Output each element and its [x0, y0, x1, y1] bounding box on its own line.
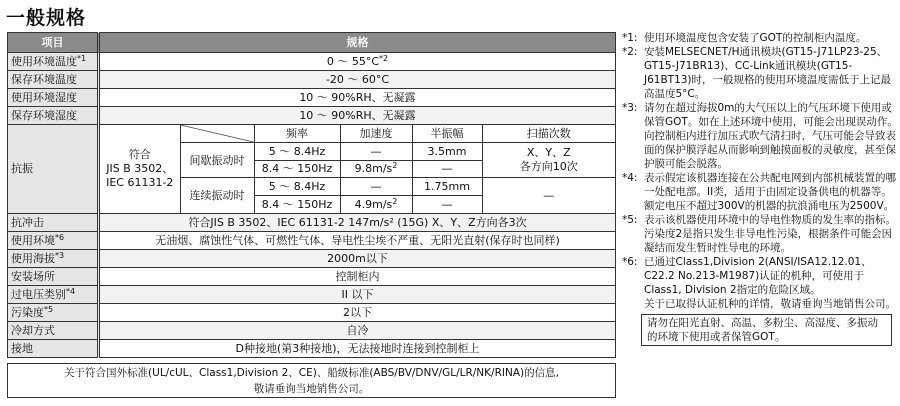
col-frequency: 频率 — [254, 125, 340, 143]
row-label: 抗振 — [8, 125, 99, 214]
vibration-subtable — [100, 125, 615, 213]
table-row — [8, 321, 616, 339]
row-label: 使用环境温度$^{*1}$ — [8, 53, 99, 71]
row-label: 污染度$^{*5}$ — [8, 303, 99, 321]
row-label: 保存环境湿度 — [8, 107, 99, 125]
table-header — [8, 33, 616, 53]
footnote: *5: 表示该机器使用环境中的导电性物质的发生率的指标。污染度2是指只发生非导电性污染，根据条件可能会因凝结而发生暂时性导电的环境。 — [622, 214, 896, 254]
row-value: 符合JIS B 3502、IEC 61131-2 147m/s² (15G) X、Y、Z方向各3次 — [99, 213, 616, 231]
row-value: 0 ～ $55^\circ C^{*2}$ — [99, 53, 616, 71]
table-row — [8, 249, 616, 267]
cell: 3.5mm — [412, 143, 482, 161]
footnotes — [622, 31, 900, 346]
cell: 8.4 ～ 150Hz — [254, 195, 340, 213]
row-value: 无油烟、腐蚀性气体、可燃性气体、导电性尘埃不严重、无阳光直射(保存时也同样) — [99, 231, 616, 249]
table-row — [8, 267, 616, 285]
intermittent-label: 间歇振动时 — [180, 143, 254, 178]
table-row — [8, 213, 616, 231]
cell: — — [340, 143, 412, 161]
row-value: D种接地(第3种接地)，无法接地时连接到控制柜上 — [99, 339, 616, 357]
footnote: *1: 使用环境温度包含安装了GOT的控制柜内温度。 — [622, 32, 867, 44]
continuous-sweep: — — [482, 178, 615, 213]
table-row — [8, 303, 616, 321]
footnote: *4: 表示假定该机器连接在公共配电网到内部机械装置的哪一处配电部。II类，适用于由固定设备供电的机器等。额定电压不超过300V的机器的抗浪涌电压为2500V。 — [622, 172, 896, 212]
table-row — [8, 339, 616, 357]
cell: 8.4 ～ 150Hz — [254, 160, 340, 178]
row-label: 安装场所 — [8, 267, 99, 285]
footnote: *2: 安装MELSECNET/H通讯模块(GT15-J71LP23-25、GT15-J71BR13)、CC-Link通讯模块(GT15-J61BT13)时，一般规格的使用环境温度需低于上记最高温度5°C。 — [622, 46, 892, 100]
header-item: 项目 — [8, 33, 99, 53]
footnote: *3: 请勿在超过海拔0m的大气压以上的气压环境下使用或保管GOT。如在上述环境中使用，可能会出现误动作。向控制柜内进行加压式吹气清扫时，气压可能会导致表面的保护膜浮起从而影响到触摸面板的灵敏度，甚至保护膜可能会脱落。 — [622, 102, 898, 170]
table-row — [8, 107, 616, 125]
cell: $4.9m/s^2$ — [340, 195, 412, 213]
col-sweep: 扫描次数 — [482, 125, 615, 143]
row-label: 保存环境温度 — [8, 71, 99, 89]
row-value: 控制柜内 — [99, 267, 616, 285]
continuous-label: 连续振动时 — [180, 178, 254, 213]
row-label: 过电压类别$^{*4}$ — [8, 285, 99, 303]
footnote: *6: 已通过Class1,Division 2(ANSI/ISA12.12.01、C22.2 No.213-M1987)认证的机种，可使用于Class1, Division 2指定的危险区域。 — [622, 256, 872, 296]
cell: — — [340, 178, 412, 196]
header-spec: 规格 — [99, 33, 616, 53]
cell: — — [412, 195, 482, 213]
general-spec-table — [7, 32, 616, 358]
cell: 1.75mm — [412, 178, 482, 196]
row-label: 使用海拔$^{*3}$ — [8, 249, 99, 267]
row-value: 自冷 — [99, 321, 616, 339]
cell: 5 ～ 8.4Hz — [254, 178, 340, 196]
warning-box: 请勿在阳光直射、高温、多粉尘、高湿度、多振动的环境下使用或者保管GOT。 — [641, 314, 892, 346]
page-title: 一般规格 — [6, 7, 87, 29]
table-row — [8, 71, 616, 89]
row-value: 10 ～ 90%RH、无凝露 — [99, 89, 616, 107]
intermittent-sweep: X、Y、Z 各方向10次 — [482, 143, 615, 178]
row-value: II 以下 — [99, 285, 616, 303]
cell: — — [412, 160, 482, 178]
overseas-standards-note: 关于符合国外标准(UL/cUL、Class1,Division 2、CE)、船级标准(ABS/BV/DNV/GL/LR/NK/RINA)的信息, 敬请垂询当地销售公司。 — [7, 363, 616, 398]
row-label: 接地 — [8, 339, 99, 357]
vibration-standard: 符合 JIS B 3502、 IEC 61131-2 — [100, 125, 180, 213]
row-value: 10 ～ 90%RH、无凝露 — [99, 107, 616, 125]
cell: 5 ～ 8.4Hz — [254, 143, 340, 161]
row-label: 冷却方式 — [8, 321, 99, 339]
col-amplitude: 半振幅 — [412, 125, 482, 143]
table-row — [8, 53, 616, 71]
row-label: 使用环境湿度 — [8, 89, 99, 107]
table-row — [8, 285, 616, 303]
cell: $9.8m/s^2$ — [340, 160, 412, 178]
footnote-6-extra: 关于已取得认证机种的详情，敬请垂询当地销售公司。 — [644, 298, 896, 310]
row-label: 抗冲击 — [8, 213, 99, 231]
row-value: 2以下 — [99, 303, 616, 321]
table-row — [8, 89, 616, 107]
col-acceleration: 加速度 — [340, 125, 412, 143]
table-row — [8, 231, 616, 249]
table-row-vibration — [8, 125, 616, 214]
diagonal-cell — [180, 125, 254, 143]
row-value: -20 ～ 60°C — [99, 71, 616, 89]
row-value: 2000m以下 — [99, 249, 616, 267]
row-label: 使用环境$^{*6}$ — [8, 231, 99, 249]
